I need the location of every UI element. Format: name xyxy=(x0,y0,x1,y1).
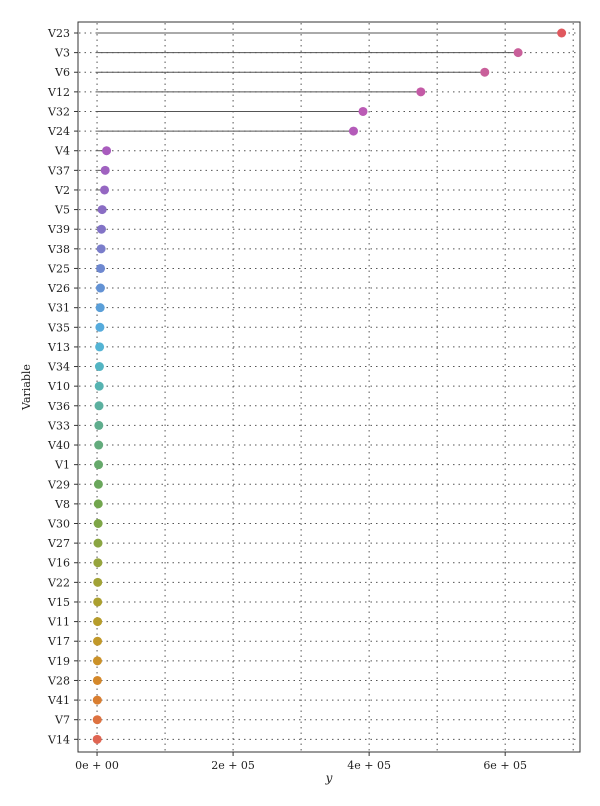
y-tick-label: V14 xyxy=(48,733,70,747)
y-tick-label: V12 xyxy=(48,85,70,99)
point-V15 xyxy=(93,597,102,606)
point-V12 xyxy=(416,87,425,96)
y-tick-label: V22 xyxy=(48,576,70,590)
x-tick-labels xyxy=(75,752,527,772)
point-V31 xyxy=(96,303,105,312)
point-V32 xyxy=(359,107,368,116)
point-V6 xyxy=(480,68,489,77)
point-V36 xyxy=(95,401,104,410)
y-tick-label: V27 xyxy=(48,537,70,551)
point-V7 xyxy=(93,715,102,724)
point-V13 xyxy=(95,342,104,351)
point-V39 xyxy=(97,225,106,234)
y-tick-label: V39 xyxy=(48,223,70,237)
y-tick-label: V13 xyxy=(48,340,70,354)
point-V24 xyxy=(349,127,358,136)
y-tick-label: V31 xyxy=(48,301,70,315)
y-tick-label: V34 xyxy=(48,360,70,374)
y-tick-label: V4 xyxy=(55,144,70,158)
y-tick-label: V8 xyxy=(55,497,70,511)
y-tick-label: V11 xyxy=(48,615,70,629)
y-tick-label: V25 xyxy=(48,262,70,276)
point-V4 xyxy=(102,146,111,155)
y-tick-labels xyxy=(47,27,78,746)
point-V23 xyxy=(557,29,566,38)
y-tick-label: V38 xyxy=(48,242,70,256)
point-V41 xyxy=(93,696,102,705)
points-layer xyxy=(93,29,566,744)
y-tick-label: V36 xyxy=(48,399,70,413)
point-V8 xyxy=(94,499,103,508)
y-tick-label: V40 xyxy=(48,439,70,453)
point-V10 xyxy=(95,382,104,391)
point-V22 xyxy=(93,578,102,587)
point-V38 xyxy=(97,244,106,253)
y-tick-label: V5 xyxy=(55,203,70,217)
point-V17 xyxy=(93,637,102,646)
point-V37 xyxy=(101,166,110,175)
y-tick-label: V17 xyxy=(48,635,70,649)
x-tick-label: 4e + 05 xyxy=(347,759,391,772)
y-tick-label: V23 xyxy=(48,27,70,40)
point-V29 xyxy=(94,480,103,489)
point-V11 xyxy=(93,617,102,626)
y-tick-label: V32 xyxy=(48,105,70,119)
point-V34 xyxy=(95,362,104,371)
point-V35 xyxy=(95,323,104,332)
point-V5 xyxy=(98,205,107,214)
y-tick-label: V29 xyxy=(48,478,70,492)
y-tick-label: V7 xyxy=(55,713,70,727)
y-tick-label: V3 xyxy=(55,46,70,60)
y-tick-label: V35 xyxy=(48,321,70,335)
y-tick-label: V37 xyxy=(48,164,70,178)
grid-layer xyxy=(79,23,579,751)
y-tick-label: V16 xyxy=(48,556,70,570)
point-V25 xyxy=(96,264,105,273)
point-V1 xyxy=(94,460,103,469)
y-tick-label: V19 xyxy=(48,654,70,668)
y-axis-title: Variable xyxy=(20,364,33,410)
point-V14 xyxy=(93,735,102,744)
y-tick-label: V2 xyxy=(55,183,70,197)
y-tick-label: V15 xyxy=(48,595,70,609)
point-V2 xyxy=(100,185,109,194)
y-tick-label: V10 xyxy=(48,380,70,394)
point-V40 xyxy=(94,441,103,450)
y-tick-label: V1 xyxy=(55,458,70,472)
x-tick-label: 6e + 05 xyxy=(483,759,528,772)
y-tick-label: V24 xyxy=(48,125,70,139)
y-tick-label: V28 xyxy=(48,674,70,688)
y-tick-label: V6 xyxy=(55,66,70,80)
point-V27 xyxy=(93,539,102,548)
point-V3 xyxy=(514,48,523,57)
point-V30 xyxy=(94,519,103,528)
y-tick-label: V41 xyxy=(48,694,70,708)
point-V19 xyxy=(93,656,102,665)
point-V26 xyxy=(96,284,105,293)
y-tick-label: V33 xyxy=(48,419,70,433)
x-tick-label: 0e + 00 xyxy=(75,759,119,772)
point-V28 xyxy=(93,676,102,685)
point-V33 xyxy=(94,421,103,430)
y-tick-label: V26 xyxy=(48,282,70,296)
x-axis-title: y xyxy=(325,771,333,785)
x-tick-label: 2e + 05 xyxy=(211,759,255,772)
point-V16 xyxy=(93,558,102,567)
y-tick-label: V30 xyxy=(48,517,70,531)
